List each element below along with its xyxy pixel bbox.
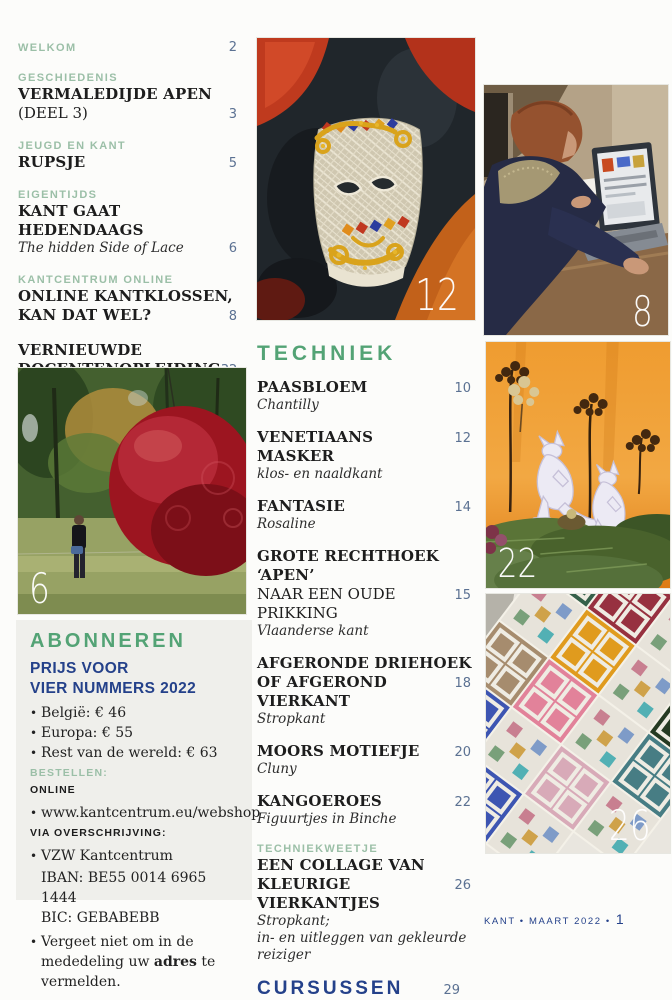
order-label: BESTELLEN: bbox=[30, 767, 108, 779]
article-subtitle: Stropkant; bbox=[257, 913, 330, 929]
toc-entry-welkom bbox=[18, 40, 242, 55]
article-title: KANGOEROES bbox=[257, 792, 382, 810]
footer-issue-text: KANT • MAART 2022 • bbox=[484, 916, 611, 927]
article-title: ONLINE KANTKLOSSEN, bbox=[18, 287, 233, 305]
tech-entry-techniekweetje bbox=[257, 842, 476, 964]
page-number: 12 bbox=[454, 431, 471, 446]
page-number: 29 bbox=[443, 983, 460, 998]
article-title: KANT GAAT HEDENDAAGS bbox=[18, 202, 144, 239]
article-title: RUPSJE bbox=[18, 153, 86, 171]
page-number: 10 bbox=[454, 381, 471, 396]
online-list bbox=[30, 803, 261, 823]
photo-page-number: 8 bbox=[632, 287, 654, 335]
section-label: JEUGD EN KANT bbox=[18, 140, 127, 152]
price-heading-1: PRIJS VOOR bbox=[30, 660, 129, 677]
photo-lace-squares bbox=[486, 594, 670, 853]
page-number: 2 bbox=[228, 40, 237, 55]
article-title-2: NAAR EEN OUDE PRIKKING bbox=[257, 585, 396, 622]
photo-page-number: 22 bbox=[497, 541, 538, 587]
page-number: 5 bbox=[228, 156, 237, 171]
article-subtitle: Cluny bbox=[257, 761, 297, 777]
page-number: 6 bbox=[228, 241, 237, 256]
page-number: 14 bbox=[454, 500, 471, 515]
section-label: KANTCENTRUM ONLINE bbox=[18, 274, 174, 286]
toc-entry-geschiedenis bbox=[18, 71, 242, 123]
article-title: MOORS MOTIEFJE bbox=[257, 742, 420, 760]
cursussen-heading: CURSUSSEN bbox=[257, 978, 404, 999]
article-subtitle: Figuurtjes in Binche bbox=[257, 811, 397, 827]
toc-entry-jeugd bbox=[18, 139, 242, 172]
article-title-2: KAN DAT WEL? bbox=[18, 306, 152, 324]
tech-entry-paasbloem bbox=[257, 378, 476, 414]
page-number: 18 bbox=[454, 676, 471, 691]
webshop-link: • www.kantcentrum.eu/webshop bbox=[30, 803, 240, 823]
article-title-2: KLEURIGE VIERKANTJES bbox=[257, 875, 381, 912]
iban-line: IBAN: BE55 0014 6965 1444 bbox=[41, 870, 207, 906]
article-title: VENETIAANS MASKER bbox=[257, 428, 374, 465]
note-item bbox=[30, 932, 240, 992]
price-item: • Rest van de wereld: € 63 bbox=[30, 743, 240, 763]
section-label: TECHNIEKWEETJE bbox=[257, 843, 379, 855]
note-bold: adres bbox=[153, 954, 197, 970]
page-number: 8 bbox=[228, 309, 237, 324]
article-title: EEN COLLAGE VAN bbox=[257, 856, 425, 874]
cursussen-entry bbox=[257, 978, 476, 1000]
toc-entry-kantcentrum-online bbox=[18, 273, 242, 325]
photo-page-number: 12 bbox=[415, 270, 459, 320]
subscribe-heading: ABONNEREN bbox=[30, 630, 186, 652]
article-subtitle: Vlaanderse kant bbox=[257, 623, 369, 639]
transfer-item: • VZW Kantcentrum bbox=[30, 846, 240, 866]
section-label: GESCHIEDENIS bbox=[18, 72, 118, 84]
note-list bbox=[30, 932, 240, 992]
note-post: te vermelden. bbox=[41, 954, 216, 990]
section-label: EIGENTIJDS bbox=[18, 189, 98, 201]
photo-laptop-lesson bbox=[484, 85, 668, 335]
price-list bbox=[30, 703, 240, 763]
toc-left-column bbox=[18, 40, 242, 395]
article-subtitle: Stropkant bbox=[257, 711, 326, 727]
page-number: 26 bbox=[454, 878, 471, 893]
techniek-heading: TECHNIEK bbox=[257, 342, 397, 365]
article-title-2: (DEEL 3) bbox=[18, 104, 88, 122]
tech-entry-kangoeroes bbox=[257, 792, 476, 828]
subscribe-panel bbox=[16, 620, 261, 990]
transfer-list bbox=[30, 846, 240, 866]
page-number: 15 bbox=[454, 588, 471, 603]
article-title: VERNIEUWDE bbox=[18, 341, 143, 359]
techniek-column bbox=[257, 38, 476, 1000]
online-label: ONLINE bbox=[30, 784, 76, 796]
note-pre: Vergeet niet om in de mededeling uw bbox=[41, 934, 194, 970]
article-subtitle: klos- en naaldkant bbox=[257, 466, 383, 482]
page-number: 3 bbox=[228, 107, 237, 122]
article-subtitle: Rosaline bbox=[257, 516, 316, 532]
article-subtitle-3: reiziger bbox=[257, 947, 311, 963]
article-title: AFGERONDE DRIEHOEK bbox=[257, 654, 472, 672]
photo-page-number: 26 bbox=[608, 801, 651, 850]
article-title-2: OF AFGEROND VIERKANT bbox=[257, 673, 387, 710]
photo-page-number: 6 bbox=[28, 564, 50, 613]
tech-entry-moors-motiefje bbox=[257, 742, 476, 778]
article-subtitle: The hidden Side of Lace bbox=[18, 240, 184, 256]
page-footer bbox=[484, 911, 624, 927]
section-label: WELKOM bbox=[18, 42, 77, 54]
article-title: GROTE RECHTHOEK ‘APEN’ bbox=[257, 547, 440, 584]
price-heading-2: VIER NUMMERS 2022 bbox=[30, 680, 197, 697]
price-item: • Europa: € 55 bbox=[30, 723, 240, 743]
toc-entry-eigentijds bbox=[18, 188, 242, 257]
park-photo-art bbox=[18, 368, 246, 614]
article-subtitle: Chantilly bbox=[257, 397, 319, 413]
transfer-label: VIA OVERSCHRIJVING: bbox=[30, 827, 167, 839]
bic-line: BIC: GEBABEBB bbox=[41, 910, 160, 926]
tech-entry-grote-rechthoek bbox=[257, 547, 476, 640]
article-title: FANTASIE bbox=[257, 497, 345, 515]
footer-page-number: 1 bbox=[615, 911, 624, 927]
photo-park-sculpture bbox=[18, 368, 246, 614]
mask-photo-spacer bbox=[257, 38, 476, 320]
photo-kangaroos bbox=[486, 342, 670, 588]
article-title: PAASBLOEM bbox=[257, 378, 368, 396]
tech-entry-afgeronde-driehoek bbox=[257, 654, 476, 728]
article-title: VERMALEDIJDE APEN bbox=[18, 85, 213, 103]
page-number: 20 bbox=[454, 745, 471, 760]
page-number: 22 bbox=[454, 795, 471, 810]
laptop bbox=[591, 142, 659, 232]
tech-entry-venetiaans-masker bbox=[257, 428, 476, 483]
price-item: • België: € 46 bbox=[30, 703, 240, 723]
tech-entry-fantasie bbox=[257, 497, 476, 533]
article-subtitle-2: in- en uitleggen van gekleurde bbox=[257, 930, 467, 946]
